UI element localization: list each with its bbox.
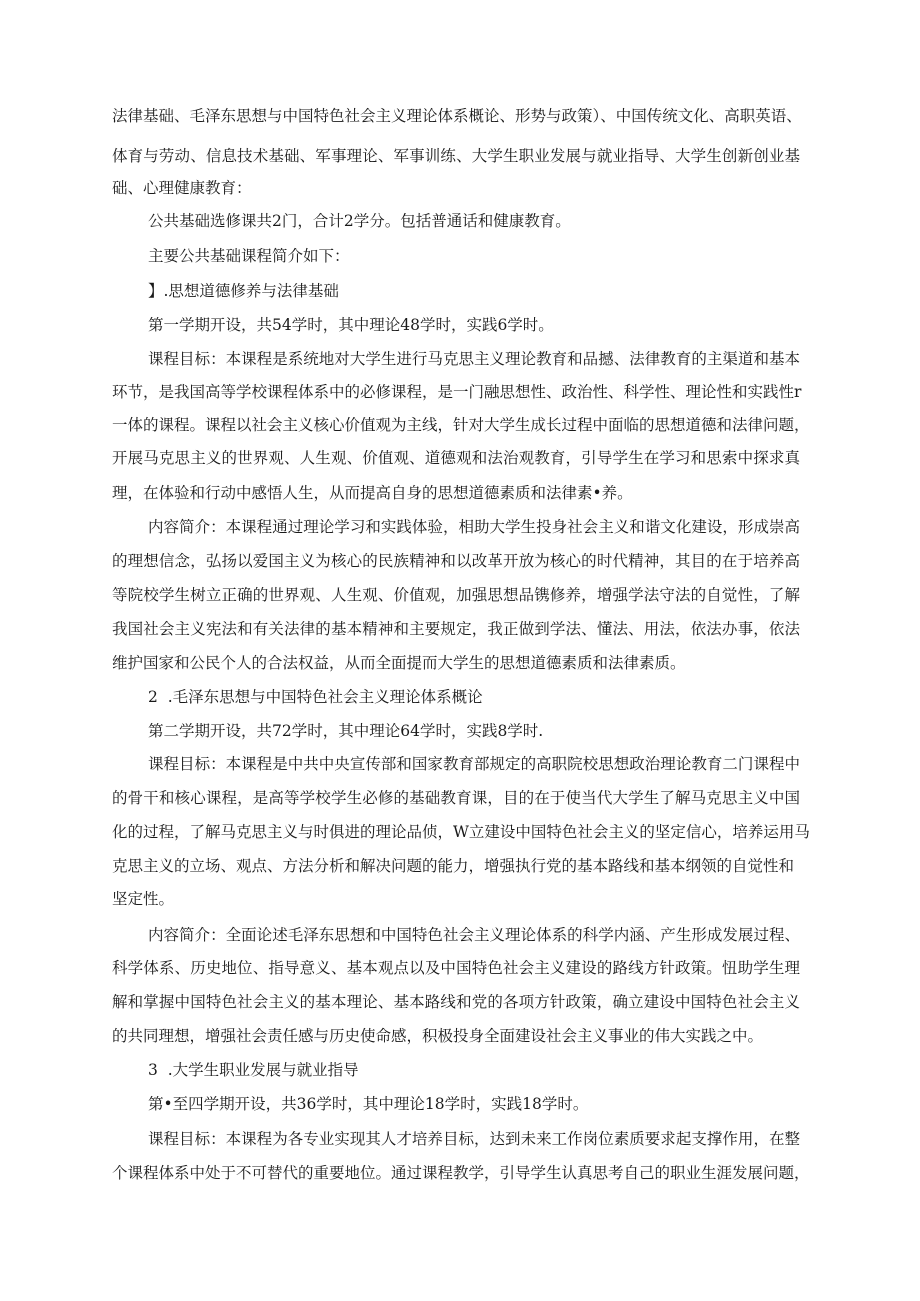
body-line: 我国社会主义宪法和有关法律的基本精神和主要规定，我正做到学法、懂法、用法，依法办事，依法 [112,620,800,638]
schedule-line: 第•至四学期开设，共36学时，其中理论18学时，实践18学时。 [148,1095,589,1113]
body-line: 等院校学生树立正确的世界观、人生观、价值观，加强思想品镌修养，增强学法守法的自觉性，了解 [112,586,800,604]
body-line: 理，在体验和行动中感悟人生，从而提高自身的思想道德素质和法律素•养。 [112,484,633,502]
section-heading: 2 .毛泽东思想与中国特色社会主义理论体系概论 [148,688,483,706]
body-line: 维护国家和公民个人的合法权益，从而全面提而大学生的思想道德素质和法律素质。 [112,654,686,672]
schedule-line: 第二学期开设，共72学时，其中理论64学时，实践8学时. [148,722,544,740]
body-line: 课程目标：本课程是系统地对大学生进行马克思主义理论教育和品撼、法律教育的主渠道和基本 [148,350,800,368]
body-line: 础、心理健康教育： [112,179,252,197]
body-line: 解和掌握中国特色社会主义的基本理论、基本路线和党的各项方针政策，确立建设中国特色社会主义 [112,993,800,1011]
body-line: 内容简介：全面论述毛泽东思想和中国特色社会主义理论体系的科学内涵、产生形成发展过程、 [148,926,800,944]
body-line: 化的过程，了解马克思主义与时俱进的理论品侦，W立建设中国特色社会主义的坚定信心，培养运用马 [112,823,810,841]
body-line: 内容简介：本课程通过理论学习和实践体验，相助大学生投身社会主义和谐文化建设，形成崇高 [148,518,800,536]
body-line: 的共同理想，增强社会责任感与历史使命感，积极投身全面建设社会主义事业的伟大实践之中。 [112,1027,764,1045]
body-line: 公共基础选修课共2门，合计2学分。包括普通话和健康教育。 [148,212,571,230]
body-line: 克思主义的立场、观点、方法分析和解决问题的能力，增强执行党的基本路线和基本纲领的自觉性和 [112,857,795,875]
body-line: 课程目标：本课程为各专业实现其人才培养目标，达到未来工作岗位素质要求起支撑作用，在整 [148,1130,800,1148]
body-line: 体育与劳动、信息技术基础、军事理论、军事训练、大学生职业发展与就业指导、大学生创新创业基 [112,147,800,165]
body-line: 的理想信念，弘扬以爱国主义为核心的民族精神和以改革开放为核心的时代精神，其目的在于培养高 [112,552,800,570]
body-line: 法律基础、毛泽东思想与中国特色社会主义理论体系概论、形势与政策）、中国传统文化、高职英语、 [112,107,802,125]
body-line: 一体的课程。课程以社会主义核心价值观为主线，针对大学生成长过程中面临的思想道德和法律问题， [112,416,810,434]
body-line: 环节，是我国高等学校课程体系中的必修课程，是一门融思想性、政治性、科学性、理论性和实践性r [112,383,802,401]
schedule-line: 第一学期开设，共54学时，其中理论48学时，实践6学时。 [148,316,554,334]
body-line: 的骨干和核心课程，是高等学校学生必修的基础教育课，目的在于使当代大学生了解马克思主义中国 [112,789,800,807]
body-line: 开展马克思主义的世界观、人生观、价值观、道德观和法治观教育，引导学生在学习和思索中探求真 [112,449,800,467]
section-heading: 3 .大学生职业发展与就业指导 [148,1061,359,1079]
body-line: 个课程体系中处于不可替代的重要地位。通过课程教学，引导学生认真思考自己的职业生涯发展问题， [112,1164,810,1182]
body-line: 科学体系、历史地位、指导意义、基本观点以及中国特色社会主义建设的路线方针政策。忸助学生理 [112,959,800,977]
section-heading: 】.思想道德修养与法律基础 [148,282,339,300]
body-line: 坚定性。 [112,890,175,908]
body-line: 课程目标：本课程是中共中央宣传部和国家教育部规定的高职院校思想政治理论教育二门课程中 [148,755,800,773]
body-line: 主要公共基础课程简介如下： [148,247,350,265]
